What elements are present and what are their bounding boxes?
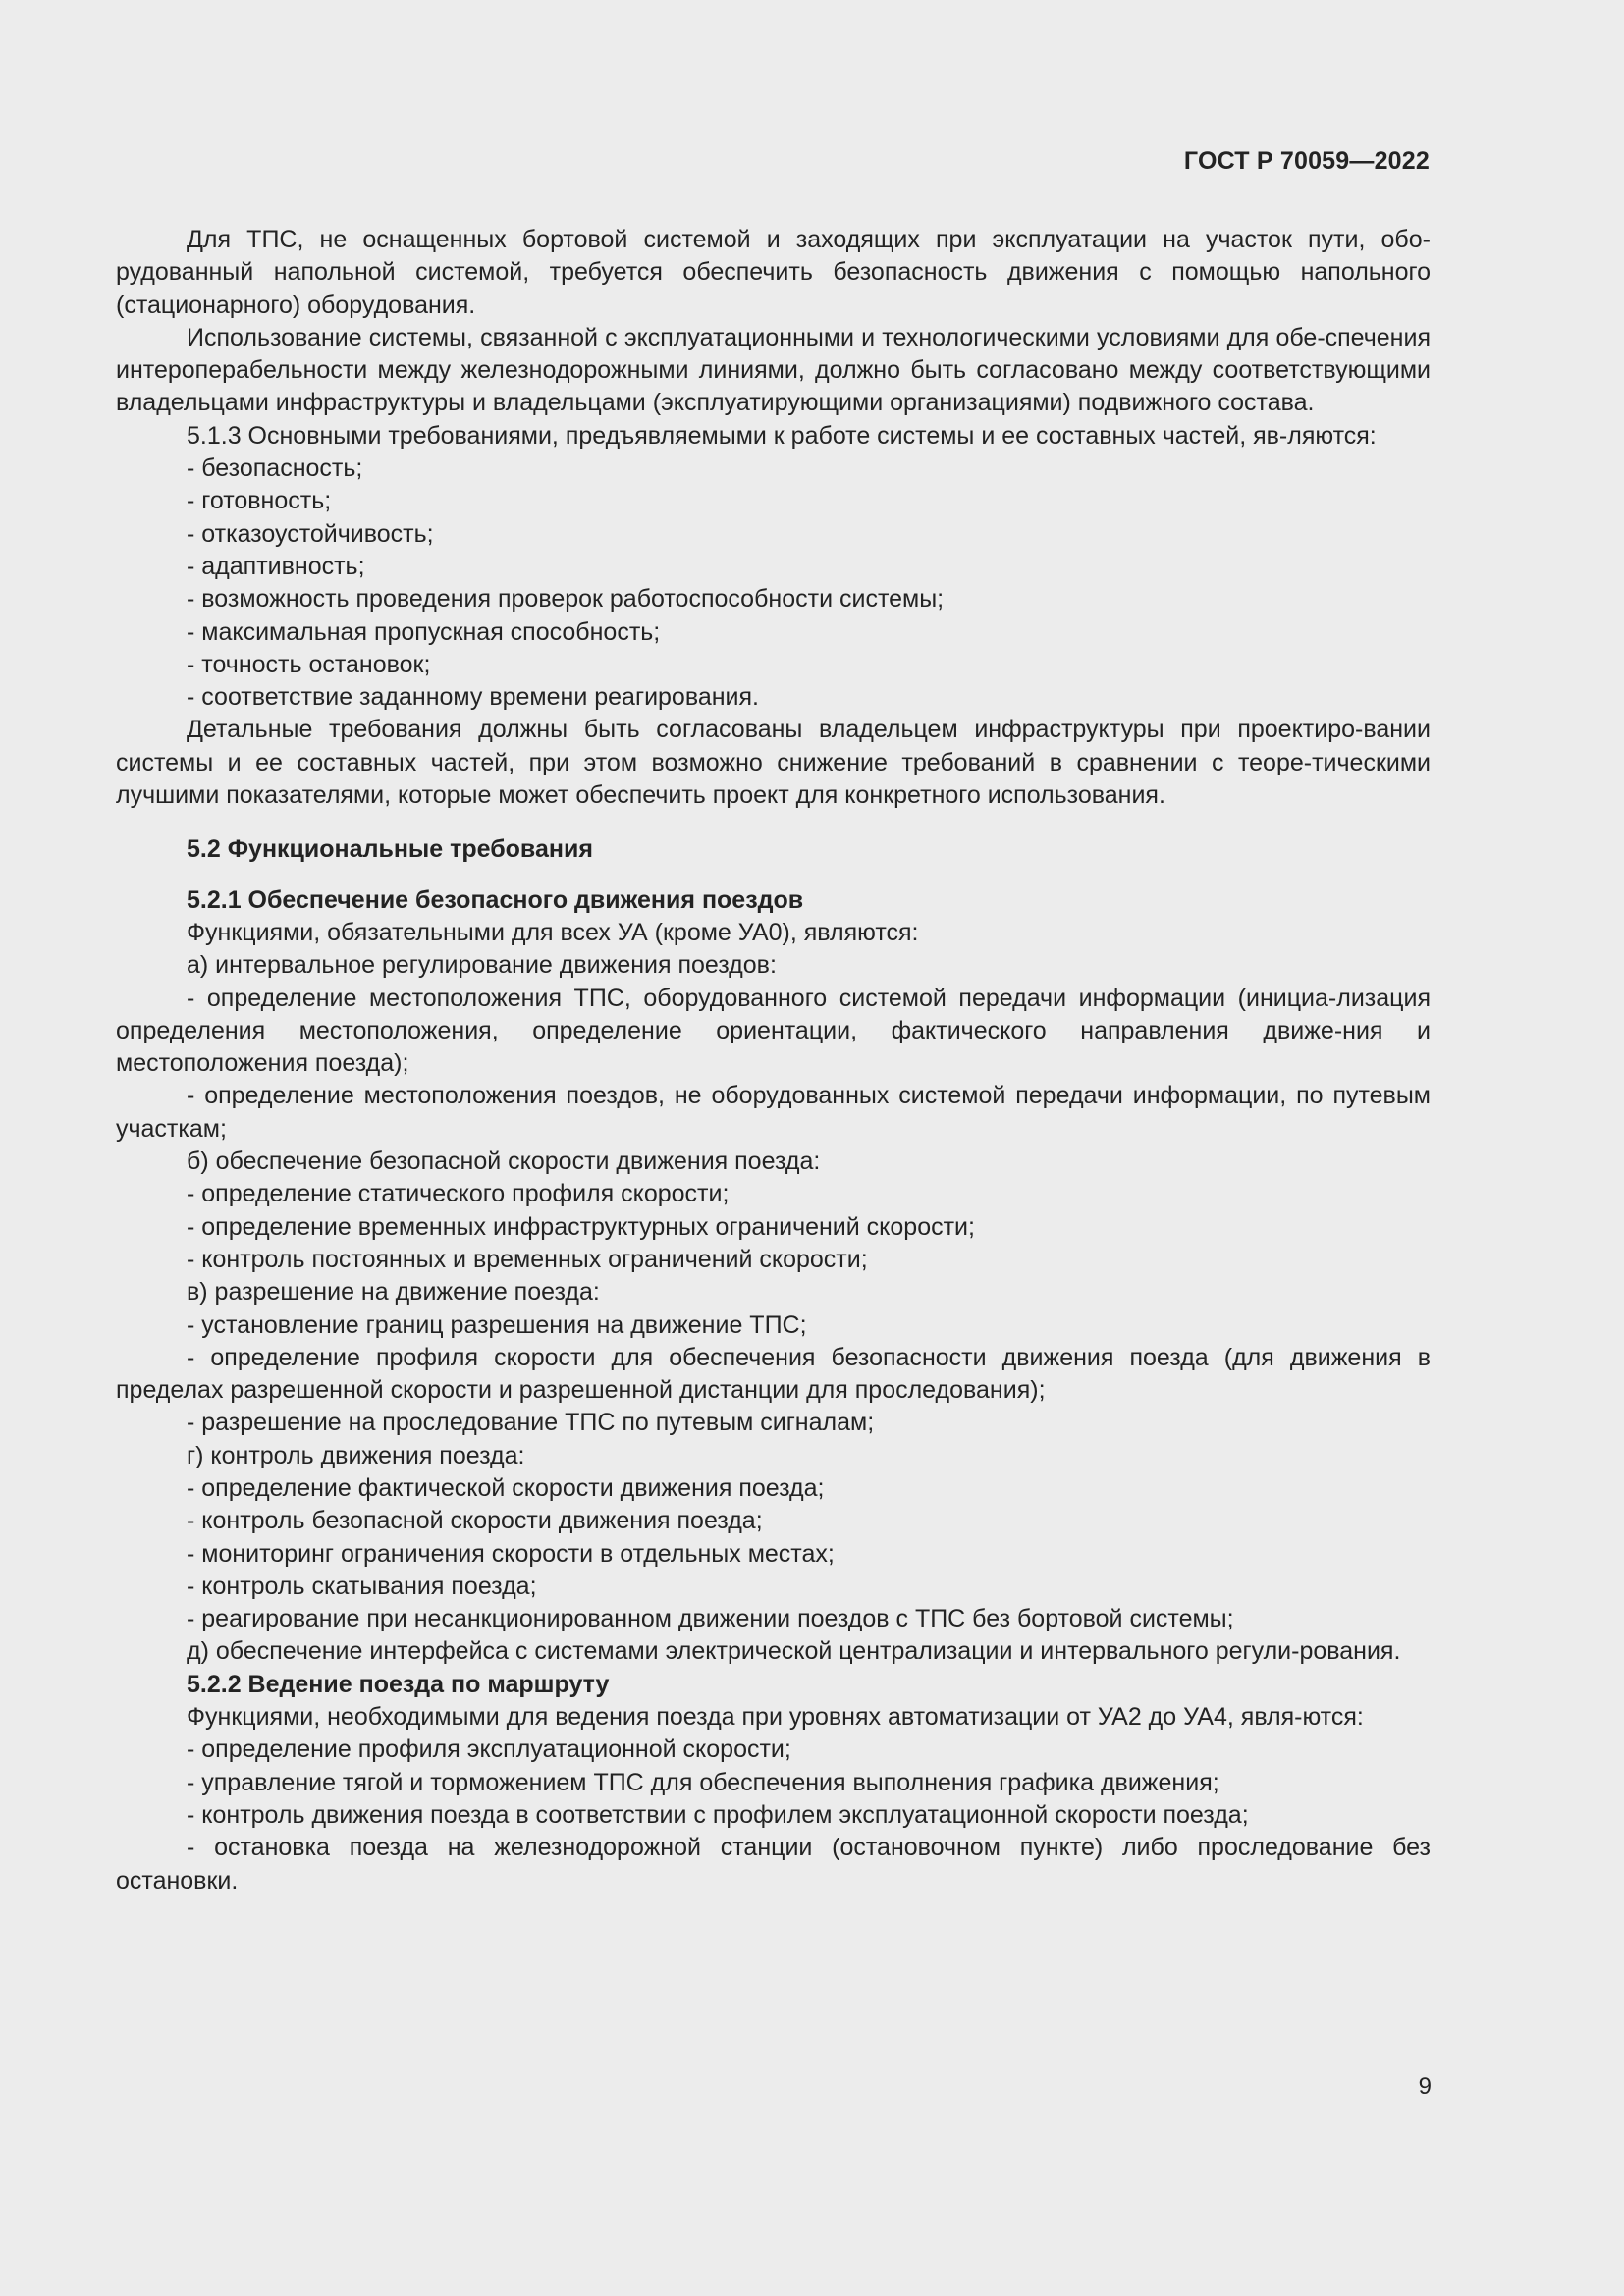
list-item: - соответствие заданному времени реагирования. bbox=[187, 683, 759, 712]
requirements-list bbox=[116, 453, 1431, 714]
subsection-heading-5-2-2: 5.2.2 Ведение поезда по маршруту bbox=[187, 1670, 610, 1698]
list-item: - максимальная пропускная способность; bbox=[187, 617, 661, 646]
list-item: - определение временных инфраструктурных ограничений скорости; bbox=[187, 1212, 975, 1241]
list-item: - определение местоположения поездов, не оборудованных системой передачи информации, по путевым участкам; bbox=[116, 1082, 1431, 1143]
subsection-heading-5-2-1: 5.2.1 Обеспечение безопасного движения поездов bbox=[187, 885, 804, 914]
list-item: - определение местоположения ТПС, оборудованного системой передачи информации (инициа-лизация определения местоположения, определение ориентации, фактического направления движе-ния и местоположения поезда); bbox=[116, 984, 1431, 1078]
page-number: 9 bbox=[1418, 2073, 1432, 2100]
list-item: - определение статического профиля скорости; bbox=[187, 1180, 730, 1208]
safety-functions-list bbox=[116, 949, 1431, 1669]
paragraph-interoperability: Использование системы, связанной с эксплуатационными и технологическими условиями для обе-спечения интероперабельности между железнодорожными линиями, должно быть согласовано между соответствующими владельцами инфраструктуры и владельцами (эксплуатирующими организациями) подвижного состава. bbox=[116, 323, 1431, 417]
paragraph-5-1-3: 5.1.3 Основными требованиями, предъявляемыми к работе системы и ее составных частей, яв-ляются: bbox=[187, 421, 1377, 450]
list-item: - определение фактической скорости движения поезда; bbox=[187, 1473, 825, 1502]
list-item: г) контроль движения поезда: bbox=[187, 1441, 525, 1469]
list-item: - безопасность; bbox=[187, 454, 363, 483]
paragraph-5-2-2-intro: Функциями, необходимыми для ведения поезда при уровнях автоматизации от УА2 до УА4, явля-ются: bbox=[187, 1703, 1364, 1732]
list-item: - реагирование при несанкционированном движении поездов с ТПС без бортовой системы; bbox=[187, 1605, 1234, 1633]
section-heading-5-2: 5.2 Функциональные требования bbox=[187, 835, 593, 864]
list-item: - возможность проведения проверок работоспособности системы; bbox=[187, 585, 945, 614]
list-item: - управление тягой и торможением ТПС для обеспечения выполнения графика движения; bbox=[187, 1768, 1219, 1796]
list-item: - разрешение на проследование ТПС по путевым сигналам; bbox=[187, 1409, 875, 1437]
list-item: - контроль движения поезда в соответствии с профилем эксплуатационной скорости поезда; bbox=[187, 1800, 1249, 1829]
page-body bbox=[116, 224, 1431, 1897]
list-item: - остановка поезда на железнодорожной станции (остановочном пункте) либо проследование без остановки. bbox=[116, 1834, 1431, 1895]
document-id-header: ГОСТ Р 70059—2022 bbox=[1183, 147, 1430, 175]
paragraph-detailed-requirements: Детальные требования должны быть согласованы владельцем инфраструктуры при проектиро-вании системы и ее составных частей, при этом возможно снижение требований в сравнении с теоре-тическими лучшими показателями, которые может обеспечить проект для конкретного использования. bbox=[116, 716, 1431, 810]
paragraph-5-2-1-intro: Функциями, обязательными для всех УА (кроме УА0), являются: bbox=[187, 918, 919, 946]
list-item: а) интервальное регулирование движения поездов: bbox=[187, 951, 777, 980]
list-item: - определение профиля скорости для обеспечения безопасности движения поезда (для движения в пределах разрешенной скорости и разрешенной дистанции для проследования); bbox=[116, 1343, 1431, 1405]
list-item: д) обеспечение интерфейса с системами электрической централизации и интервального регули-рования. bbox=[187, 1637, 1401, 1666]
list-item: - определение профиля эксплуатационной скорости; bbox=[187, 1735, 791, 1764]
list-item: - контроль скатывания поезда; bbox=[187, 1572, 537, 1600]
list-item: - контроль постоянных и временных ограничений скорости; bbox=[187, 1245, 868, 1273]
train-guidance-list bbox=[116, 1734, 1431, 1896]
list-item: - отказоустойчивость; bbox=[187, 519, 434, 548]
paragraph-tps-without-onboard: Для ТПС, не оснащенных бортовой системой и заходящих при эксплуатации на участок пути, обо-рудованный напольной системой, требуется обеспечить безопасность движения с помощью напольного (стационарного) оборудования. bbox=[116, 226, 1431, 319]
list-item: - контроль безопасной скорости движения поезда; bbox=[187, 1507, 763, 1535]
list-item: б) обеспечение безопасной скорости движения поезда: bbox=[187, 1148, 821, 1176]
list-item: - готовность; bbox=[187, 487, 332, 515]
list-item: - установление границ разрешения на движение ТПС; bbox=[187, 1310, 807, 1339]
list-item: в) разрешение на движение поезда: bbox=[187, 1278, 600, 1307]
list-item: - адаптивность; bbox=[187, 552, 365, 580]
list-item: - точность остановок; bbox=[187, 650, 431, 678]
list-item: - мониторинг ограничения скорости в отдельных местах; bbox=[187, 1539, 835, 1568]
